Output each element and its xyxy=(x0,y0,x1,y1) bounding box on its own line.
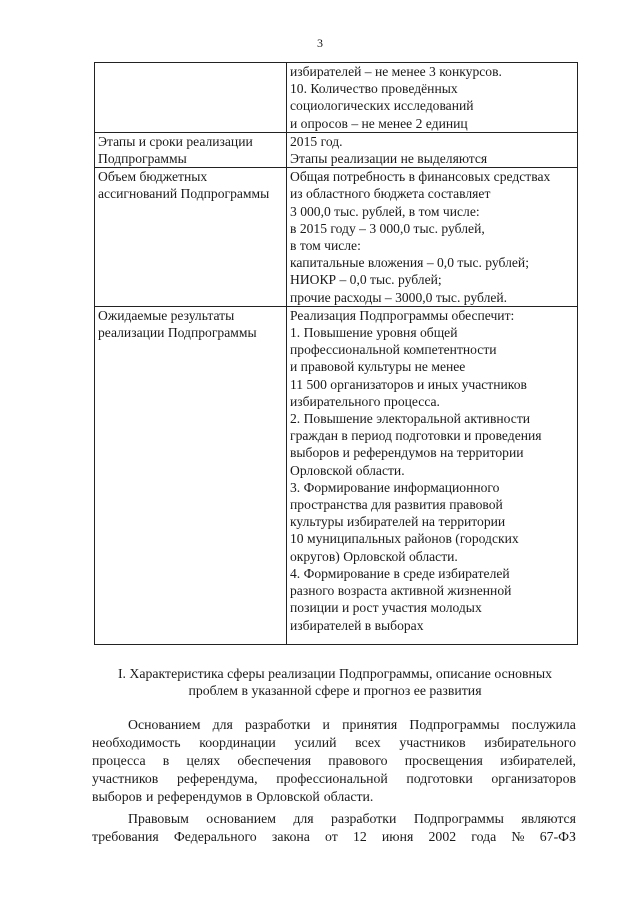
row-value-line: 2015 год. xyxy=(290,133,343,149)
word: разработки xyxy=(245,717,311,732)
row-value-line: пространства для развития правовой xyxy=(290,497,503,513)
word: 2002 xyxy=(428,829,457,844)
paragraph-basis xyxy=(92,716,576,806)
word: 12 xyxy=(352,829,367,844)
row-value-line: 3. Формирование информационного xyxy=(290,479,500,495)
word: являются xyxy=(521,811,576,826)
row-value-cell xyxy=(287,306,578,644)
row-label-line: Объем бюджетных xyxy=(98,169,208,185)
subprogram-passport-table xyxy=(94,62,578,645)
word: в xyxy=(162,753,170,768)
section-heading-line: проблем в указанной сфере и прогноз ее развития xyxy=(188,683,482,698)
word: для xyxy=(293,811,314,826)
row-value-line: культуры избирателей на территории xyxy=(290,514,506,530)
word: Основанием xyxy=(128,717,201,732)
paragraph-line xyxy=(92,770,576,788)
section-heading-line: I. Характеристика сферы реализации Подпрограммы, описание основных xyxy=(117,666,553,681)
word: июня xyxy=(381,829,414,844)
row-value-line: из областного бюджета составляет xyxy=(290,186,491,202)
row-label-cell xyxy=(95,306,287,644)
paragraph-line xyxy=(92,752,576,770)
paragraph-line xyxy=(92,734,576,752)
paragraph-line xyxy=(92,788,576,806)
row-value-line: позиции и рост участия молодых xyxy=(290,600,482,616)
table-row xyxy=(95,306,578,644)
row-value-line: разного возраста активной жизненной xyxy=(290,583,512,599)
row-value-line: и правовой культуры не менее xyxy=(290,359,466,375)
row-label-cell xyxy=(95,132,287,167)
row-value-line: округов) Орловской области. xyxy=(290,548,458,564)
paragraph-legal-basis xyxy=(92,810,576,846)
row-value-line: социологических исследований xyxy=(290,98,474,114)
row-label-cell xyxy=(95,63,287,133)
row-value-line: прочие расходы – 3000,0 тыс. рублей. xyxy=(290,289,508,305)
row-value-line: граждан в период подготовки и проведения xyxy=(290,428,542,444)
table-row xyxy=(95,168,578,307)
row-label-line: ассигнований Подпрограммы xyxy=(98,186,270,202)
paragraph-line xyxy=(92,810,576,828)
word: правового xyxy=(328,753,388,768)
row-value-line: Орловской области. xyxy=(290,462,405,478)
word: Подпрограммы xyxy=(409,717,500,732)
word: Подпрограммы xyxy=(413,811,504,826)
word: всех xyxy=(355,735,381,750)
word: необходимость xyxy=(92,735,181,750)
row-value-cell xyxy=(287,132,578,167)
word: обеспечения xyxy=(237,753,312,768)
word: целях xyxy=(186,753,221,768)
table-row xyxy=(95,132,578,167)
word: просвещения xyxy=(404,753,483,768)
word: референдумов xyxy=(157,789,242,804)
row-label-line: реализации Подпрограммы xyxy=(98,325,257,341)
row-value-line: 10. Количество проведённых xyxy=(290,81,458,97)
row-value-line: 11 500 организаторов и иных участников xyxy=(290,376,527,392)
section-heading xyxy=(100,665,570,699)
row-value-cell xyxy=(287,63,578,133)
word: участников xyxy=(399,735,466,750)
word: участников xyxy=(92,771,159,786)
paragraph-line xyxy=(92,716,576,734)
word: основанием xyxy=(206,811,276,826)
word: Федерального xyxy=(173,829,257,844)
word: усилий xyxy=(294,735,337,750)
word: требования xyxy=(92,829,159,844)
word: послужила xyxy=(511,717,576,732)
page-number: 3 xyxy=(317,36,323,50)
word: выборов xyxy=(92,789,143,804)
row-value-line: избирателей – не менее 3 конкурсов. xyxy=(290,64,502,79)
row-value-line: 2. Повышение электоральной активности xyxy=(290,411,531,427)
word: принятия xyxy=(342,717,398,732)
row-label-cell xyxy=(95,168,287,307)
word: избирателей, xyxy=(500,753,576,768)
row-label-line: Этапы и сроки реализации xyxy=(98,133,253,149)
word: избирательного xyxy=(484,735,576,750)
row-value-cell xyxy=(287,168,578,307)
word: закона xyxy=(271,829,310,844)
paragraph-line xyxy=(92,828,576,846)
row-value-line: Этапы реализации не выделяются xyxy=(290,151,488,167)
row-label-line: Подпрограммы xyxy=(98,151,187,167)
word: в xyxy=(245,789,253,804)
row-value-line: 3 000,0 тыс. рублей, в том числе: xyxy=(290,203,480,219)
row-value-line: избирателей в выборах xyxy=(290,617,424,633)
row-value-line: капитальные вложения – 0,0 тыс. рублей; xyxy=(290,255,529,271)
row-value-line: 1. Повышение уровня общей xyxy=(290,325,458,341)
row-value-line: Общая потребность в финансовых средствах xyxy=(290,169,551,185)
word: разработки xyxy=(331,811,397,826)
row-value-line: НИОКР – 0,0 тыс. рублей; xyxy=(290,272,442,288)
word: профессиональной xyxy=(276,771,388,786)
row-value-line: и опросов – не менее 2 единиц xyxy=(290,115,468,131)
table-row xyxy=(95,63,578,133)
word: от xyxy=(325,829,338,844)
row-label-line: Ожидаемые результаты xyxy=(98,307,235,323)
row-value-line: в 2015 году – 3 000,0 тыс. рублей, xyxy=(290,220,485,236)
row-value-line: профессиональной компетентности xyxy=(290,342,497,358)
word: Правовым xyxy=(128,811,189,826)
word: процесса xyxy=(92,753,146,768)
row-value-line: 4. Формирование в среде избирателей xyxy=(290,565,510,581)
row-value-line: избирательного процесса. xyxy=(290,393,440,409)
word: и xyxy=(146,789,154,804)
row-value-line: в том числе: xyxy=(290,238,361,254)
word: организаторов xyxy=(491,771,576,786)
word: подготовки xyxy=(406,771,473,786)
row-value-line: выборов и референдумов на территории xyxy=(290,445,524,461)
word: 67-ФЗ xyxy=(539,829,576,844)
word: года xyxy=(471,829,497,844)
word: № xyxy=(511,829,525,844)
row-value-line: 10 муниципальных районов (городских xyxy=(290,531,519,547)
word: референдума, xyxy=(176,771,258,786)
word: и xyxy=(322,717,330,732)
word: области. xyxy=(323,789,374,804)
row-value-line: Реализация Подпрограммы обеспечит: xyxy=(290,307,515,323)
word: координации xyxy=(199,735,276,750)
word: Орловской xyxy=(256,789,320,804)
word: для xyxy=(212,717,233,732)
